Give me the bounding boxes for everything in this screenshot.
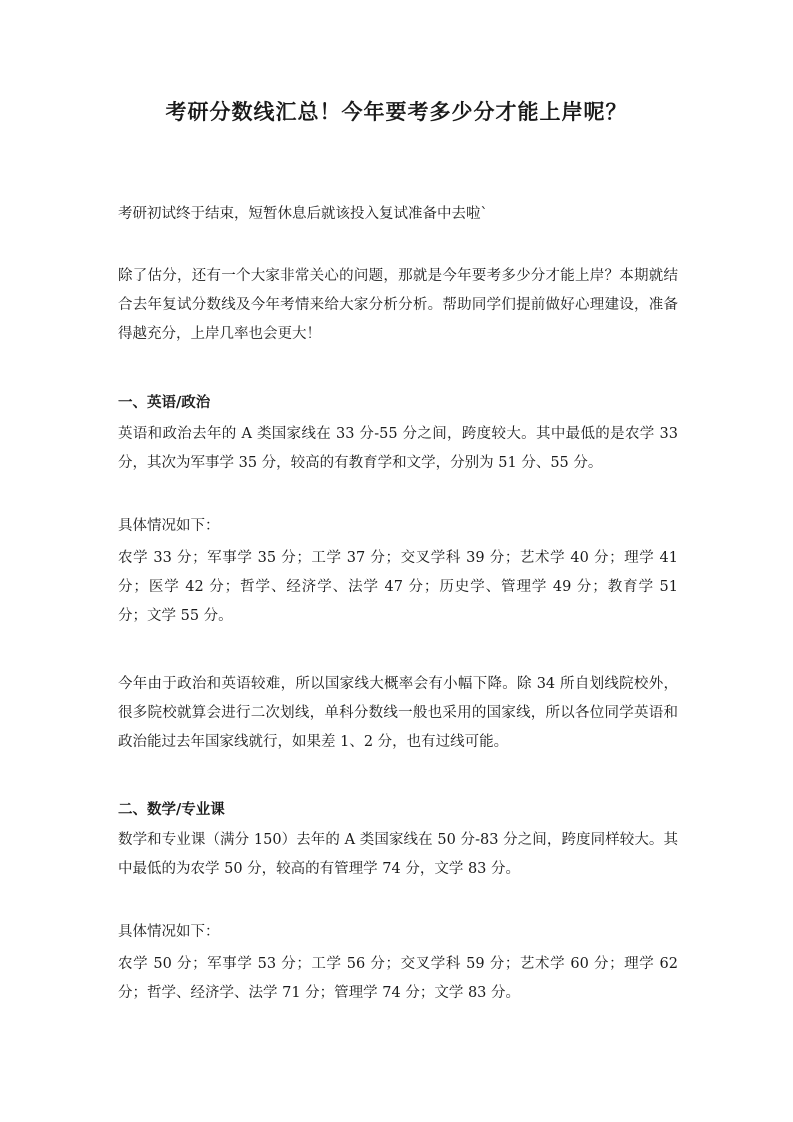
section1-details-label: 具体情况如下：	[118, 518, 220, 534]
section1-details-paragraph: 农学 33 分；军事学 35 分；工学 37 分；交叉学科 39 分；艺术学 40 分；理学 41 分；医学 42 分；哲学、经济学、法学 47 分；历史学、管理学 49 分；教育学 51 分；文学 55 分。	[118, 550, 678, 624]
intro-paragraph: 考研初试终于结束，短暂休息后就该投入复试准备中去啦`	[118, 206, 488, 222]
section-heading-english-politics: 一、英语/政治	[118, 394, 211, 411]
opening-paragraph: 除了估分，还有一个大家非常关心的问题，那就是今年要考多少分才能上岸？本期就结合去年复试分数线及今年考情来给大家分析分析。帮助同学们提前做好心理建设，准备得越充分，上岸几率也会更大！	[118, 268, 678, 342]
section2-details-label: 具体情况如下：	[118, 924, 220, 940]
section1-summary-paragraph: 英语和政治去年的 A 类国家线在 33 分-55 分之间，跨度较大。其中最低的是农学 33 分，其次为军事学 35 分，较高的有教育学和文学，分别为 51 分、55 分。	[118, 426, 678, 471]
section-heading-math-major: 二、数学/专业课	[118, 801, 225, 818]
document-title: 考研分数线汇总！今年要考多少分才能上岸呢？	[165, 100, 628, 124]
section2-summary-paragraph: 数学和专业课（满分 150）去年的 A 类国家线在 50 分-83 分之间，跨度同样较大。其中最低的为农学 50 分，较高的有管理学 74 分，文学 83 分。	[118, 832, 678, 877]
section1-note-paragraph: 今年由于政治和英语较难，所以国家线大概率会有小幅下降。除 34 所自划线院校外，很多院校就算会进行二次划线，单科分数线一般也采用的国家线，所以各位同学英语和政治能过去年国家线就行，如果差 1、2 分，也有过线可能。	[118, 676, 678, 750]
section2-details-paragraph: 农学 50 分；军事学 53 分；工学 56 分；交叉学科 59 分；艺术学 60 分；理学 62 分；哲学、经济学、法学 71 分；管理学 74 分；文学 83 分。	[118, 956, 678, 1001]
